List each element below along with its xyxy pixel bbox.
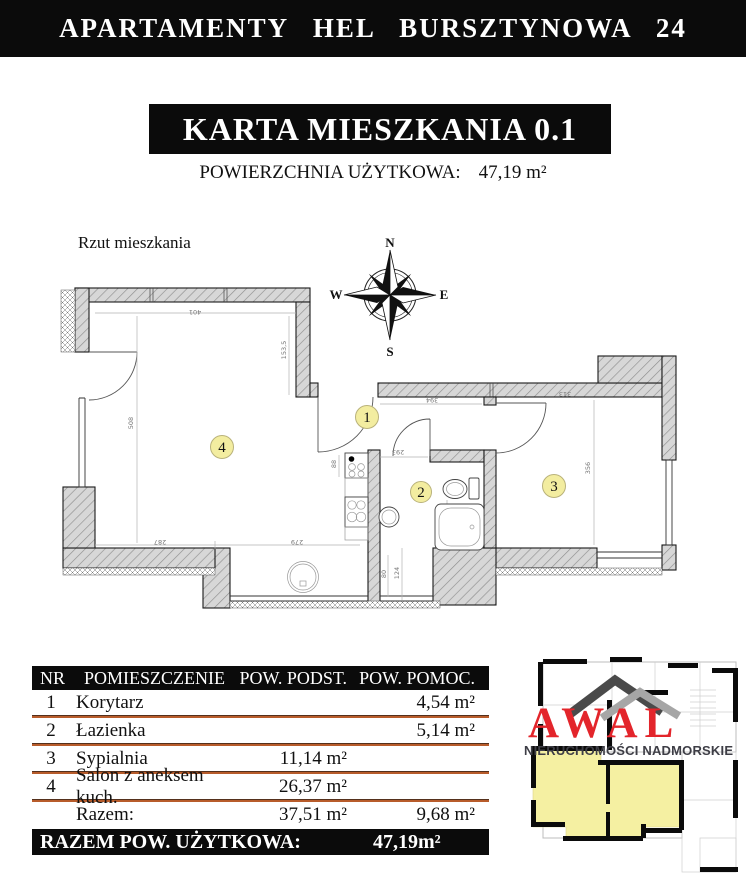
svg-text:W: W xyxy=(329,287,343,302)
bedroom-door-arc xyxy=(496,403,546,453)
svg-text:4: 4 xyxy=(218,440,226,456)
svg-text:287: 287 xyxy=(153,538,167,546)
banner-title: APARTAMENTY HEL BURSZTYNOWA 24 xyxy=(59,13,687,43)
table-row: 1 Korytarz 4,54 m² xyxy=(46,691,475,713)
room-badge-3 xyxy=(543,475,566,498)
header-nr: NR xyxy=(40,667,66,688)
washer-icon xyxy=(288,562,319,593)
plan-caption: Rzut mieszkania xyxy=(78,233,191,252)
usable-area-value: 47,19 m² xyxy=(478,162,547,183)
table-row: 3 Sypialnia 11,14 m² xyxy=(46,747,347,769)
header-aux: POW. POMOC. xyxy=(359,667,475,688)
usable-area-line xyxy=(0,162,746,184)
svg-text:2: 2 xyxy=(417,485,425,501)
svg-text:88: 88 xyxy=(330,459,338,469)
room-badge-1 xyxy=(356,406,379,429)
svg-text:124: 124 xyxy=(393,566,401,580)
svg-text:356: 356 xyxy=(584,461,592,475)
balcony-door-arc xyxy=(89,352,137,400)
card-title: KARTA MIESZKANIA 0.1 xyxy=(182,110,578,147)
svg-text:3: 3 xyxy=(550,479,558,495)
total-area-value: 47,19m² xyxy=(372,830,441,853)
table-row: 4 Salon z aneksem kuch. 26,37 m² xyxy=(46,764,347,808)
room-badge-4 xyxy=(211,436,234,459)
svg-text:293: 293 xyxy=(391,448,405,456)
bathtub-icon xyxy=(435,504,484,550)
svg-text:394: 394 xyxy=(425,396,439,404)
total-area-label: RAZEM POW. UŻYTKOWA: xyxy=(40,830,301,853)
header-room: POMIESZCZENIE xyxy=(84,667,225,688)
kitchen-fixtures xyxy=(288,453,369,593)
stove-icon xyxy=(345,453,368,478)
awal-logo-text: AWAL xyxy=(528,700,681,747)
svg-text:153,5: 153,5 xyxy=(280,340,288,360)
svg-text:N: N xyxy=(385,235,395,250)
card-title-box xyxy=(149,104,611,154)
svg-text:508: 508 xyxy=(127,416,135,430)
svg-text:S: S xyxy=(386,344,394,359)
header-basic: POW. PODST. xyxy=(239,667,347,688)
svg-text:80: 80 xyxy=(380,569,388,579)
svg-text:313: 313 xyxy=(558,390,572,398)
compass-rose-icon xyxy=(330,235,449,359)
svg-text:1: 1 xyxy=(363,410,371,426)
usable-area-label: POWIERZCHNIA UŻYTKOWA: xyxy=(199,162,461,183)
svg-text:E: E xyxy=(439,287,449,302)
top-banner xyxy=(0,0,746,57)
room-badge-2 xyxy=(411,482,432,503)
svg-text:279: 279 xyxy=(290,538,304,546)
table-header-row xyxy=(32,666,489,690)
room-badges xyxy=(211,406,566,503)
table-footer-bar xyxy=(32,829,489,855)
table-total-row: Razem: 37,51 m² 9,68 m² xyxy=(76,803,475,825)
floor-plan-drawing xyxy=(55,235,685,635)
areas-table xyxy=(32,666,489,855)
kitchen-sink-icon xyxy=(345,497,368,527)
awal-logo-subtitle: NIERUCHOMOŚCI NADMORSKIE xyxy=(524,743,734,758)
svg-text:401: 401 xyxy=(188,308,202,316)
table-row: 2 Łazienka 5,14 m² xyxy=(46,719,475,741)
